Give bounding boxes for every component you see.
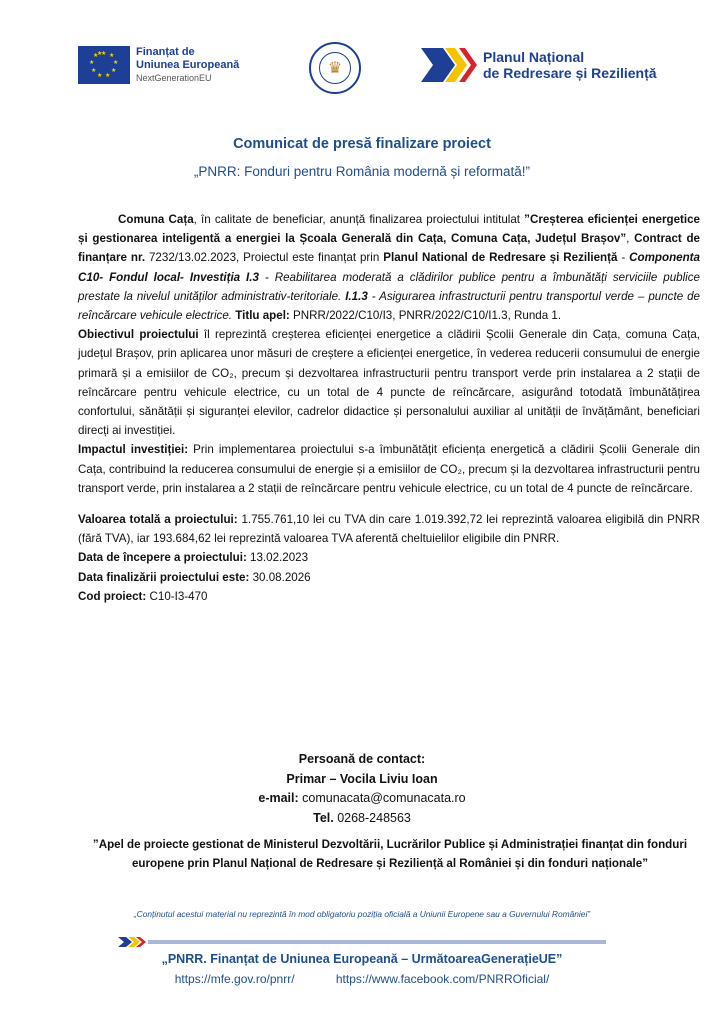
footer-slogan: „PNRR. Finanțat de Uniunea Europeană – UrmătoareaGenerațieUE” [161,952,563,966]
plan-name: Planul National de Redresare și Reziliență [383,251,618,265]
project-title: ”Creșterea eficienței energetice și gestionarea inteligentă a energiei la Școala Generală din Cața, Comuna Cața, Județul Brașov” [78,213,700,246]
email-link[interactable]: comunacata@comunacata.ro [298,791,466,805]
eu-logo-line2: Uniunea Europeană [136,59,240,71]
value-paragraph [78,510,700,548]
mfe-link[interactable]: https://mfe.gov.ro/pnrr/ [174,972,295,986]
pnrr-logo [421,48,657,82]
eu-logo-line1: Finanțat de [136,46,195,58]
intro-paragraph [78,210,700,325]
start-date-label: Data de începere a proiectului: [78,551,247,565]
pnrr-logo-line2: de Redresare și Reziliență [483,65,657,81]
value-text: 1.755.761,10 lei cu TVA din care 1.019.392,72 lei reprezintă valoarea eligibilă din PNRR (fără TVA), iar 193.684,62 lei reprezintă valoarea TVA aferentă cheltuielilor eligibile din PNRR. [78,513,701,546]
email-label: e-mail: [258,791,299,805]
start-date-value: 13.02.2023 [246,551,309,565]
pnrr-logo-line1: Planul Național [483,49,585,65]
header-logos [0,42,724,102]
eu-logo [78,46,239,85]
eu-flag-icon: ★ ★ ★ ★ ★ ★ ★ ★ ★ ★ [78,46,130,84]
contact-block [0,750,724,828]
project-code-value: C10-I3-470 [146,589,208,603]
impact-paragraph [78,440,700,498]
objective-text: îl reprezintă creșterea eficienței energetice a clădirii Școlii Generale din Cața, comuna Cața, județul Brașov, prin aplicarea unor măsuri de creștere a eficienței energetice, în vederea reducerii consumului de energie primară și a emisiilor de CO₂, precum și dezvoltarea infrastructurii pentru transport verde prin instalarea a 2 stații de reîncărcare pentru vehicule electrice, cu un total de 4 puncte de reîncărcare, asigurând totodată îmbunătățirea confortului, sănătății și siguranței elevilor, cadrelor didactice și personalului auxiliar al unității de învățământ, beneficiari direcți ai investiției. [78,328,701,438]
pnrr-flag-icon [421,48,477,82]
contact-person: Primar – Vocila Liviu Ioan [286,771,438,786]
beneficiary-name: Comuna Cața [118,213,194,226]
value-label: Valoarea totală a proiectului: [78,513,238,527]
start-date [78,548,700,567]
project-code-label: Cod proiect: [78,589,147,603]
dash-text: - [617,251,630,265]
page-title: Comunicat de presă finalizare proiect [233,136,491,152]
contact-heading: Persoană de contact: [298,752,426,766]
romanian-government-seal-icon: ♛ [309,42,361,94]
phone-value: 0268-248563 [333,810,411,825]
objective-paragraph [78,325,700,440]
footer-links [0,972,724,986]
call-title-value: PNRR/2022/C10/I3, PNRR/2022/C10/I1.3, Runda 1. [289,309,562,323]
project-code [78,587,700,606]
end-date-label: Data finalizării proiectului este: [78,570,250,584]
disclaimer: „Conținutul acestui material nu reprezintă în mod obligatoriu poziția oficială a Uniunii Europene sau a Guvernului României” [133,909,591,919]
footer-decorative-bar [118,937,606,947]
press-release-body [78,210,700,606]
impact-text: Prin implementarea proiectului s-a îmbunătățit eficiența energetică a clădirii Școlii Generale din Cața, contribuind la reducerea consumului de energie și a emisiilor de CO₂, precum și la dezvoltarea infrastructurii pentru transport verde, prin instalarea a 2 stații de reîncărcare pentru vehicule electrice, cu un total de 4 puncte de reîncărcare. [78,443,701,495]
contract-label: Contract de finanțare nr. [78,232,700,265]
intro-text: , în calitate de beneficiar, anunță finalizarea proiectului intitulat [193,213,525,226]
impact-label: Impactul investiției: [78,443,189,457]
end-date-value: 30.08.2026 [249,570,311,584]
investment-code: I.1.3 [345,289,368,303]
contract-text: 7232/13.02.2023, Proiectul este finanțat prin [145,251,384,265]
objective-label: Obiectivul proiectului [78,328,199,342]
investment-description: - Asigurarea infrastructurii pentru transportul verde – puncte de reîncărcare vehicule electrice. [78,289,700,323]
separator-text: , [626,232,635,246]
facebook-link[interactable]: https://www.facebook.com/PNRROficial/ [335,972,550,986]
component-name: Componenta C10- Fondul local- Investiția I.3 [78,251,700,284]
contact-email [0,789,724,809]
end-date [78,568,700,587]
call-title-label: Titlu apel: [232,309,290,323]
contact-phone [0,809,724,829]
phone-label: Tel. [313,810,334,825]
call-statement: ”Apel de proiecte gestionat de Ministerul Dezvoltării, Lucrărilor Publice și Administrației finanțat din fonduri europene prin Planul Național de Redresare și Reziliență al României și din fonduri naționale” [92,838,688,870]
page-subtitle: „PNRR: Fonduri pentru România modernă și reformată!” [193,164,531,179]
component-description: - Reabilitarea moderată a clădirilor publice pentru a îmbunătăți serviciile publice prestate la nivelul unităților administrativ-teritoriale. [78,270,700,303]
eu-logo-line3: NextGenerationEU [136,73,212,83]
